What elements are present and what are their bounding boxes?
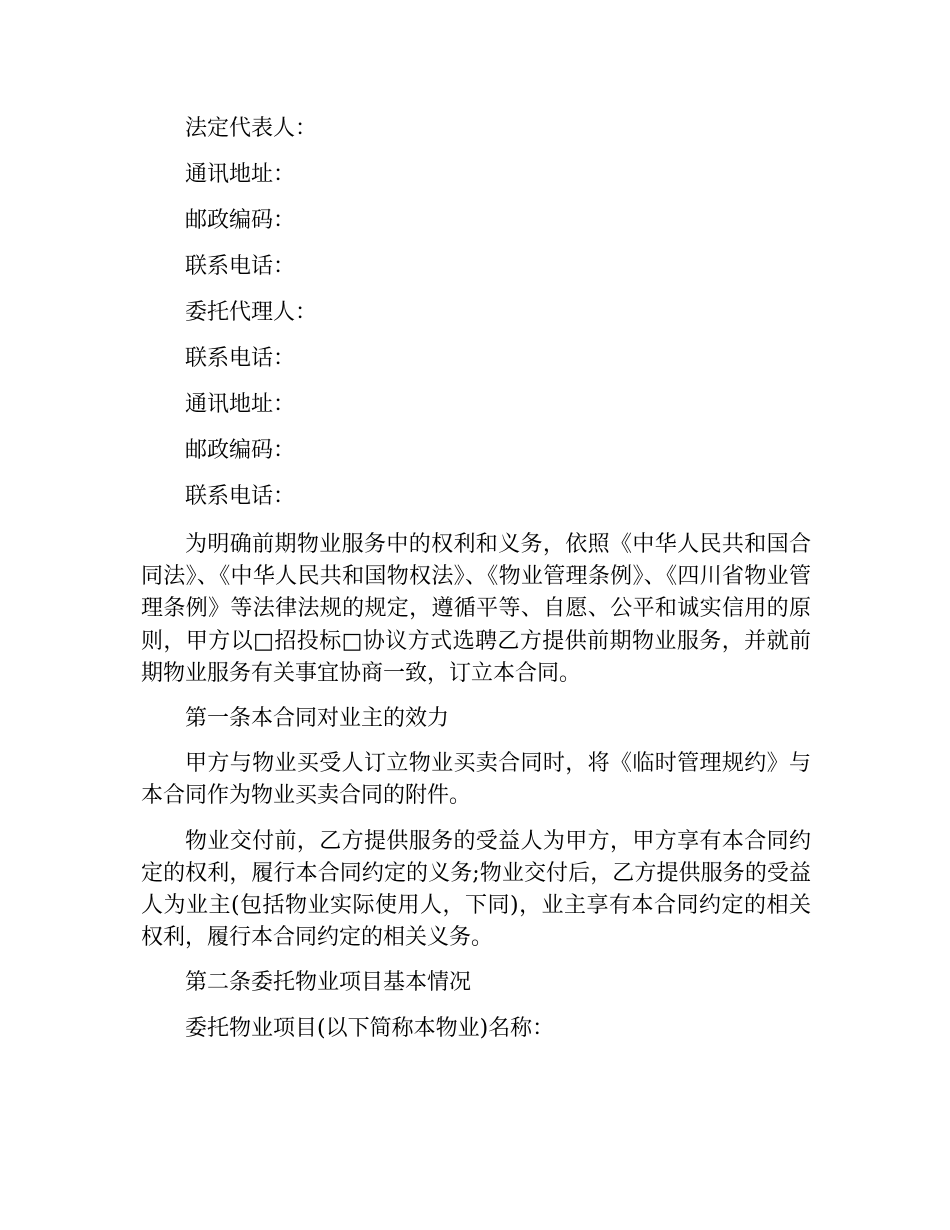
field-agent-phone: 联系电话： (185, 346, 296, 371)
field-mailing-address: 通讯地址： (185, 162, 296, 187)
field-phone: 联系电话： (185, 254, 296, 279)
field-agent-postal-code: 邮政编码： (185, 438, 296, 463)
document-body (141, 109, 811, 1058)
field-authorized-agent: 委托代理人： (185, 300, 318, 325)
field-postal-code: 邮政编码： (185, 208, 296, 233)
field-legal-representative: 法定代表人： (185, 116, 318, 141)
preamble-paragraph: 为明确前期物业服务中的权利和义务，依照《中华人民共和国合同法》、《中华人民共和国物权法》、《物业管理条例》、《四川省物业管理条例》等法律法规的规定，遵循平等、自愿、公平和诚实信用的原则，甲方以□招投标□协议方式选聘乙方提供前期物业服务，并就前期物业服务有关事宜协商一致，订立本合同。 (141, 532, 811, 686)
article-2-paragraph: 委托物业项目(以下简称本物业)名称： (185, 1015, 555, 1041)
article-1-heading: 第一条本合同对业主的效力 (185, 706, 450, 732)
field-agent-mailing-address: 通讯地址： (185, 392, 296, 417)
article-1-paragraph: 物业交付前，乙方提供服务的受益人为甲方，甲方享有本合同约定的权利，履行本合同约定的义务;物业交付后，乙方提供服务的受益人为业主(包括物业实际使用人，下同)，业主享有本合同约定的相关权利，履行本合同约定的相关义务。 (141, 828, 811, 951)
article-1-paragraph: 甲方与物业买受人订立物业买卖合同时，将《临时管理规约》与本合同作为物业买卖合同的附件。 (141, 751, 811, 809)
article-2-heading: 第二条委托物业项目基本情况 (185, 970, 472, 996)
field-agent-contact-phone: 联系电话： (185, 484, 296, 509)
